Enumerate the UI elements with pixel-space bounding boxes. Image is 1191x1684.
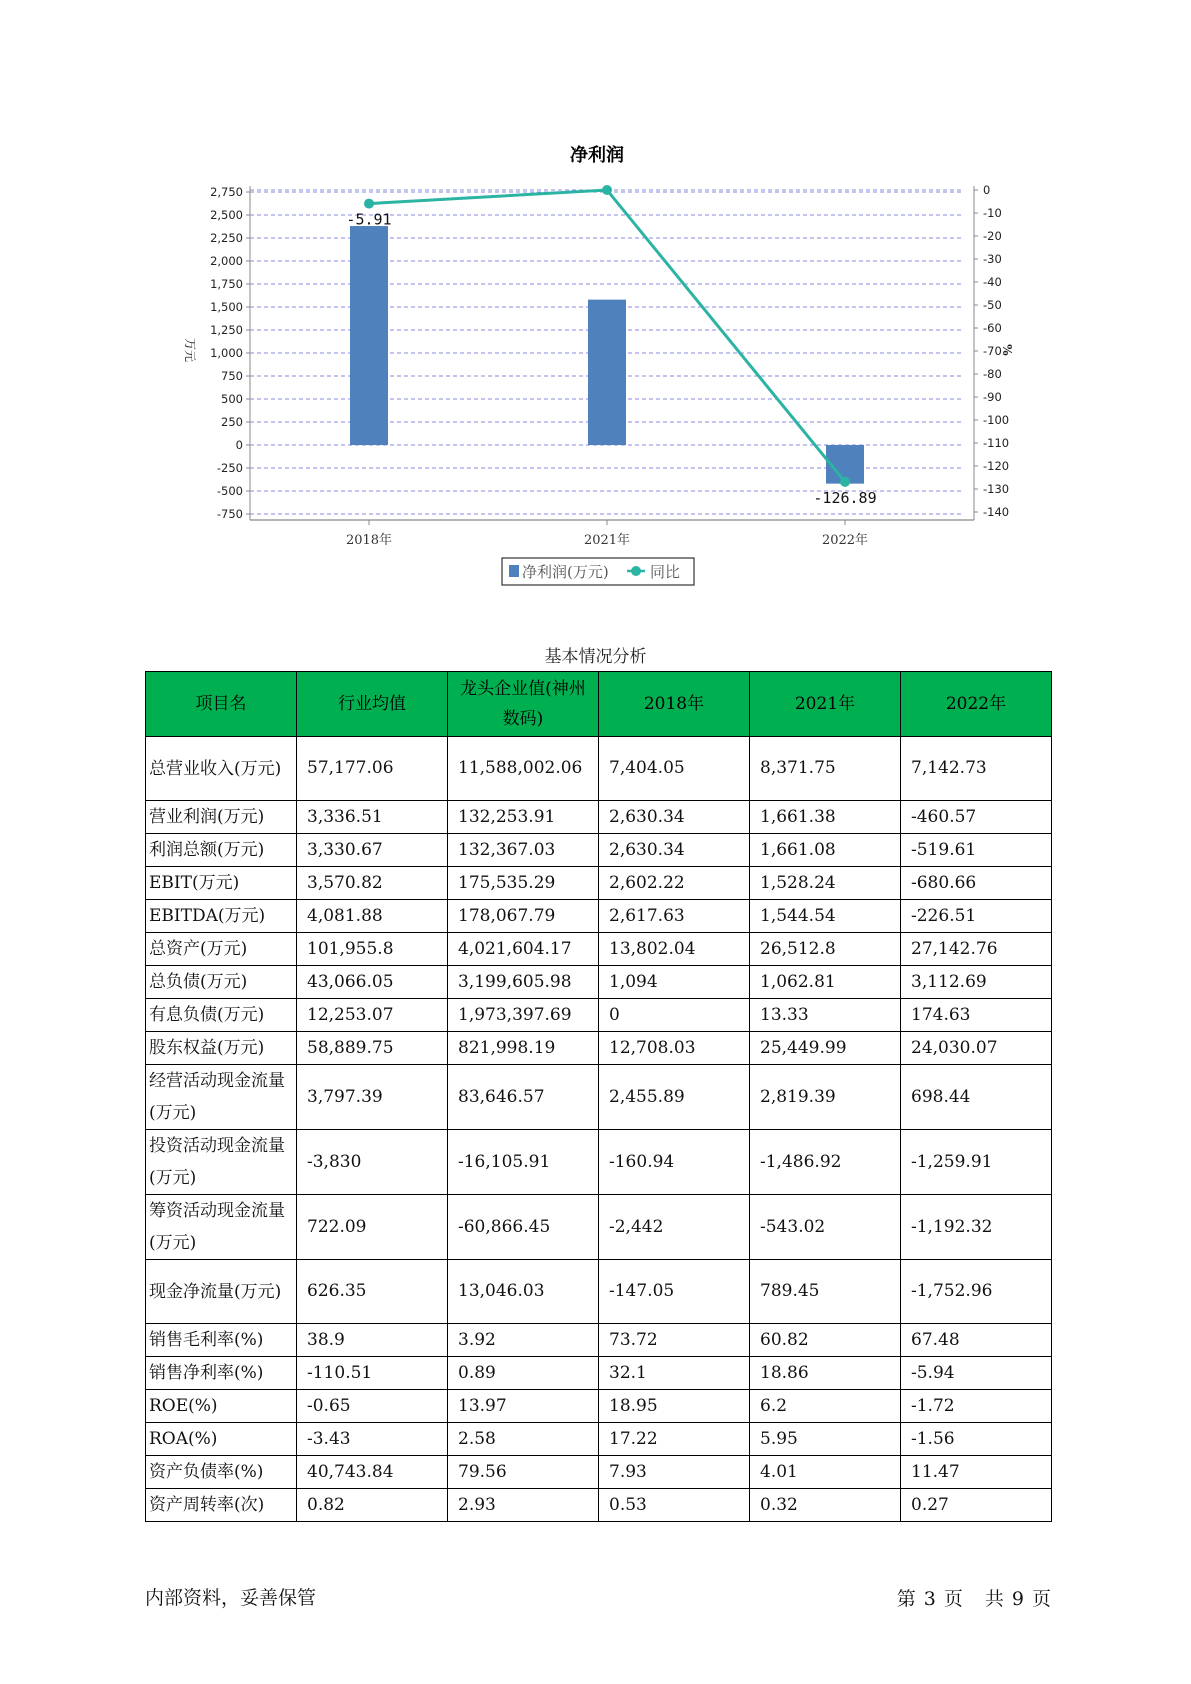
table-cell: 101,955.8	[297, 933, 448, 966]
table-row	[146, 737, 1052, 801]
row-label: 现金净流量(万元)	[146, 1260, 297, 1324]
table-cell: -5.94	[901, 1357, 1052, 1390]
table-cell: 0.53	[599, 1489, 750, 1522]
y2-tick-label: -110	[983, 436, 1010, 450]
table-cell: -2,442	[599, 1195, 750, 1260]
header-industry-average: 行业均值	[297, 672, 448, 737]
table-cell: 7,404.05	[599, 737, 750, 801]
table-cell: -60,866.45	[448, 1195, 599, 1260]
table-cell: 58,889.75	[297, 1032, 448, 1065]
page-total: 9	[1011, 1588, 1024, 1610]
row-label: 经营活动现金流量(万元)	[146, 1065, 297, 1130]
table-cell: 4,081.88	[297, 900, 448, 933]
table-cell: 2.93	[448, 1489, 599, 1522]
table-cell: -680.66	[901, 867, 1052, 900]
table-cell: 24,030.07	[901, 1032, 1052, 1065]
table-cell: -147.05	[599, 1260, 750, 1324]
table-cell: 0.89	[448, 1357, 599, 1390]
table-row	[146, 834, 1052, 867]
point-label: -5.91	[346, 210, 392, 229]
table-cell: 3,199,605.98	[448, 966, 599, 999]
y-tick-label: -500	[216, 484, 243, 498]
row-label: ROE(%)	[146, 1390, 297, 1423]
y-tick-label: 1,750	[210, 277, 243, 291]
table-cell: 13,046.03	[448, 1260, 599, 1324]
table-caption: 基本情况分析	[544, 647, 647, 667]
table-cell: -460.57	[901, 801, 1052, 834]
table-cell: -543.02	[750, 1195, 901, 1260]
table-cell: 1,661.08	[750, 834, 901, 867]
row-label: 总营业收入(万元)	[146, 737, 297, 801]
y2-tick-label: -80	[983, 367, 1002, 381]
table-cell: 67.48	[901, 1324, 1052, 1357]
table-cell: 11,588,002.06	[448, 737, 599, 801]
basic-analysis-table	[145, 671, 1052, 1522]
table-cell: 43,066.05	[297, 966, 448, 999]
y-tick-label: 2,250	[210, 231, 243, 245]
y2-axis-label: %	[1000, 344, 1014, 356]
table-row	[146, 1065, 1052, 1130]
table-cell: 4.01	[750, 1456, 901, 1489]
table-cell: 32.1	[599, 1357, 750, 1390]
table-row	[146, 801, 1052, 834]
table-cell: 3,570.82	[297, 867, 448, 900]
table-row	[146, 1357, 1052, 1390]
footer-page-number	[889, 1584, 1051, 1611]
table-cell: 73.72	[599, 1324, 750, 1357]
table-cell: 2.58	[448, 1423, 599, 1456]
table-cell: 132,367.03	[448, 834, 599, 867]
table-cell: -110.51	[297, 1357, 448, 1390]
table-cell: 2,630.34	[599, 834, 750, 867]
table-cell: 4,021,604.17	[448, 933, 599, 966]
table-cell: -1,192.32	[901, 1195, 1052, 1260]
table-cell: 60.82	[750, 1324, 901, 1357]
table-row	[146, 1456, 1052, 1489]
y2-tick-label: -40	[983, 275, 1002, 289]
page-prefix: 第	[896, 1588, 916, 1610]
table-cell: -0.65	[297, 1390, 448, 1423]
header-2018: 2018年	[599, 672, 750, 737]
row-label: EBITDA(万元)	[146, 900, 297, 933]
row-label: 销售净利率(%)	[146, 1357, 297, 1390]
legend-bar-label: 净利润(万元)	[522, 563, 609, 581]
table-cell: 79.56	[448, 1456, 599, 1489]
table-cell: -3,830	[297, 1130, 448, 1195]
table-cell: 0.27	[901, 1489, 1052, 1522]
table-cell: 27,142.76	[901, 933, 1052, 966]
table-cell: 38.9	[297, 1324, 448, 1357]
table-row	[146, 999, 1052, 1032]
point-label: -126.89	[813, 488, 877, 507]
table-cell: 12,253.07	[297, 999, 448, 1032]
table-cell: 5.95	[750, 1423, 901, 1456]
x-tick-label: 2018年	[345, 533, 393, 548]
table-row	[146, 1324, 1052, 1357]
table-cell: -226.51	[901, 900, 1052, 933]
table-cell: 25,449.99	[750, 1032, 901, 1065]
header-2022: 2022年	[901, 672, 1052, 737]
bar-2018年	[350, 226, 388, 445]
table-cell: 3,330.67	[297, 834, 448, 867]
table-cell: 1,661.38	[750, 801, 901, 834]
table-cell: 132,253.91	[448, 801, 599, 834]
table-header-row	[146, 672, 1052, 737]
table-cell: 7,142.73	[901, 737, 1052, 801]
page-current: 3	[923, 1588, 936, 1610]
page-unit: 页	[943, 1588, 963, 1610]
row-label: 股东权益(万元)	[146, 1032, 297, 1065]
table-row	[146, 1032, 1052, 1065]
yoy-point-2022年	[840, 477, 850, 487]
row-label: 总资产(万元)	[146, 933, 297, 966]
table-cell: 3,797.39	[297, 1065, 448, 1130]
y2-tick-label: -70	[983, 344, 1002, 358]
table-cell: 2,455.89	[599, 1065, 750, 1130]
table-cell: 789.45	[750, 1260, 901, 1324]
table-cell: -1.56	[901, 1423, 1052, 1456]
table-cell: 83,646.57	[448, 1065, 599, 1130]
table-cell: 2,630.34	[599, 801, 750, 834]
table-cell: 26,512.8	[750, 933, 901, 966]
y-tick-label: 2,750	[210, 185, 243, 199]
y-tick-label: 1,250	[210, 323, 243, 337]
y2-tick-label: -90	[983, 390, 1002, 404]
chart-title: 净利润	[570, 145, 624, 166]
table-cell: -16,105.91	[448, 1130, 599, 1195]
table-cell: 2,602.22	[599, 867, 750, 900]
footer-confidential-note: 内部资料，妥善保管	[145, 1587, 317, 1609]
y2-tick-label: -50	[983, 298, 1002, 312]
x-tick-label: 2021年	[583, 533, 631, 548]
row-label: 总负债(万元)	[146, 966, 297, 999]
total-unit: 页	[1031, 1588, 1051, 1610]
net-profit-chart	[0, 0, 1191, 600]
bar-2021年	[588, 300, 626, 445]
table-cell: 18.86	[750, 1357, 901, 1390]
header-item-name: 项目名	[146, 672, 297, 737]
table-row	[146, 1130, 1052, 1195]
y-tick-label: 0	[235, 438, 243, 452]
table-cell: 175,535.29	[448, 867, 599, 900]
y2-tick-label: -100	[983, 413, 1010, 427]
table-row	[146, 966, 1052, 999]
table-row	[146, 867, 1052, 900]
row-label: EBIT(万元)	[146, 867, 297, 900]
table-cell: 1,544.54	[750, 900, 901, 933]
y-tick-label: 500	[221, 392, 243, 406]
table-cell: 7.93	[599, 1456, 750, 1489]
row-label: 资产周转率(次)	[146, 1489, 297, 1522]
left-axis-ticks	[210, 185, 250, 521]
row-label: 销售毛利率(%)	[146, 1324, 297, 1357]
table-cell: 0.32	[750, 1489, 901, 1522]
y2-tick-label: -120	[983, 459, 1010, 473]
table-cell: -1,259.91	[901, 1130, 1052, 1195]
table-cell: -160.94	[599, 1130, 750, 1195]
legend-line-label: 同比	[650, 563, 681, 581]
table-cell: -1.72	[901, 1390, 1052, 1423]
y2-tick-label: -20	[983, 229, 1002, 243]
table-cell: 13.97	[448, 1390, 599, 1423]
table-cell: 698.44	[901, 1065, 1052, 1130]
table-cell: 3.92	[448, 1324, 599, 1357]
table-row	[146, 933, 1052, 966]
table-cell: 1,062.81	[750, 966, 901, 999]
table-cell: -3.43	[297, 1423, 448, 1456]
y2-tick-label: -130	[983, 482, 1010, 496]
table-cell: 1,094	[599, 966, 750, 999]
table-cell: 17.22	[599, 1423, 750, 1456]
table-body	[146, 737, 1052, 1522]
y-tick-label: 1,000	[210, 346, 243, 360]
chart-legend	[502, 558, 694, 585]
y-tick-label: -750	[216, 507, 243, 521]
x-tick-label: 2022年	[821, 533, 869, 548]
table-row	[146, 1260, 1052, 1324]
table-cell: -1,752.96	[901, 1260, 1052, 1324]
table-row	[146, 1390, 1052, 1423]
row-label: 利润总额(万元)	[146, 834, 297, 867]
table-cell: 13.33	[750, 999, 901, 1032]
table-cell: 12,708.03	[599, 1032, 750, 1065]
row-label: 筹资活动现金流量(万元)	[146, 1195, 297, 1260]
table-cell: 11.47	[901, 1456, 1052, 1489]
table-cell: 2,819.39	[750, 1065, 901, 1130]
row-label: 资产负债率(%)	[146, 1456, 297, 1489]
table-cell: 18.95	[599, 1390, 750, 1423]
table-cell: 3,336.51	[297, 801, 448, 834]
table-cell: 8,371.75	[750, 737, 901, 801]
row-label: 营业利润(万元)	[146, 801, 297, 834]
legend-line-dot	[631, 566, 641, 576]
table-cell: 626.35	[297, 1260, 448, 1324]
table-cell: 821,998.19	[448, 1032, 599, 1065]
table-cell: 6.2	[750, 1390, 901, 1423]
table-cell: 0	[599, 999, 750, 1032]
row-label: 有息负债(万元)	[146, 999, 297, 1032]
table-cell: -519.61	[901, 834, 1052, 867]
table-cell: 0.82	[297, 1489, 448, 1522]
table-row	[146, 900, 1052, 933]
header-leader-value: 龙头企业值(神州数码)	[448, 672, 599, 737]
y-tick-label: 750	[221, 369, 243, 383]
table-row	[146, 1423, 1052, 1456]
row-label: 投资活动现金流量(万元)	[146, 1130, 297, 1195]
y2-tick-label: -10	[983, 206, 1002, 220]
table-cell: 1,973,397.69	[448, 999, 599, 1032]
row-label: ROA(%)	[146, 1423, 297, 1456]
table-cell: -1,486.92	[750, 1130, 901, 1195]
y-axis-label: 万元	[183, 337, 197, 363]
table-cell: 1,528.24	[750, 867, 901, 900]
table-cell: 13,802.04	[599, 933, 750, 966]
table-row	[146, 1489, 1052, 1522]
y2-tick-label: -60	[983, 321, 1002, 335]
y2-tick-label: 0	[983, 183, 991, 197]
table-cell: 2,617.63	[599, 900, 750, 933]
table-cell: 178,067.79	[448, 900, 599, 933]
y-tick-label: 250	[221, 415, 243, 429]
x-axis-ticks	[346, 520, 868, 548]
yoy-point-2018年	[364, 199, 374, 209]
y-tick-label: 2,500	[210, 208, 243, 222]
y-tick-label: -250	[216, 461, 243, 475]
legend-bar-swatch	[509, 565, 519, 577]
table-cell: 174.63	[901, 999, 1052, 1032]
yoy-point-2021年	[602, 185, 612, 195]
y2-tick-label: -140	[983, 505, 1010, 519]
total-prefix: 共	[984, 1588, 1004, 1610]
table-cell: 722.09	[297, 1195, 448, 1260]
y-tick-label: 2,000	[210, 254, 243, 268]
y-tick-label: 1,500	[210, 300, 243, 314]
table-row	[146, 1195, 1052, 1260]
header-2021: 2021年	[750, 672, 901, 737]
table-cell: 57,177.06	[297, 737, 448, 801]
y2-tick-label: -30	[983, 252, 1002, 266]
table-cell: 40,743.84	[297, 1456, 448, 1489]
table-cell: 3,112.69	[901, 966, 1052, 999]
